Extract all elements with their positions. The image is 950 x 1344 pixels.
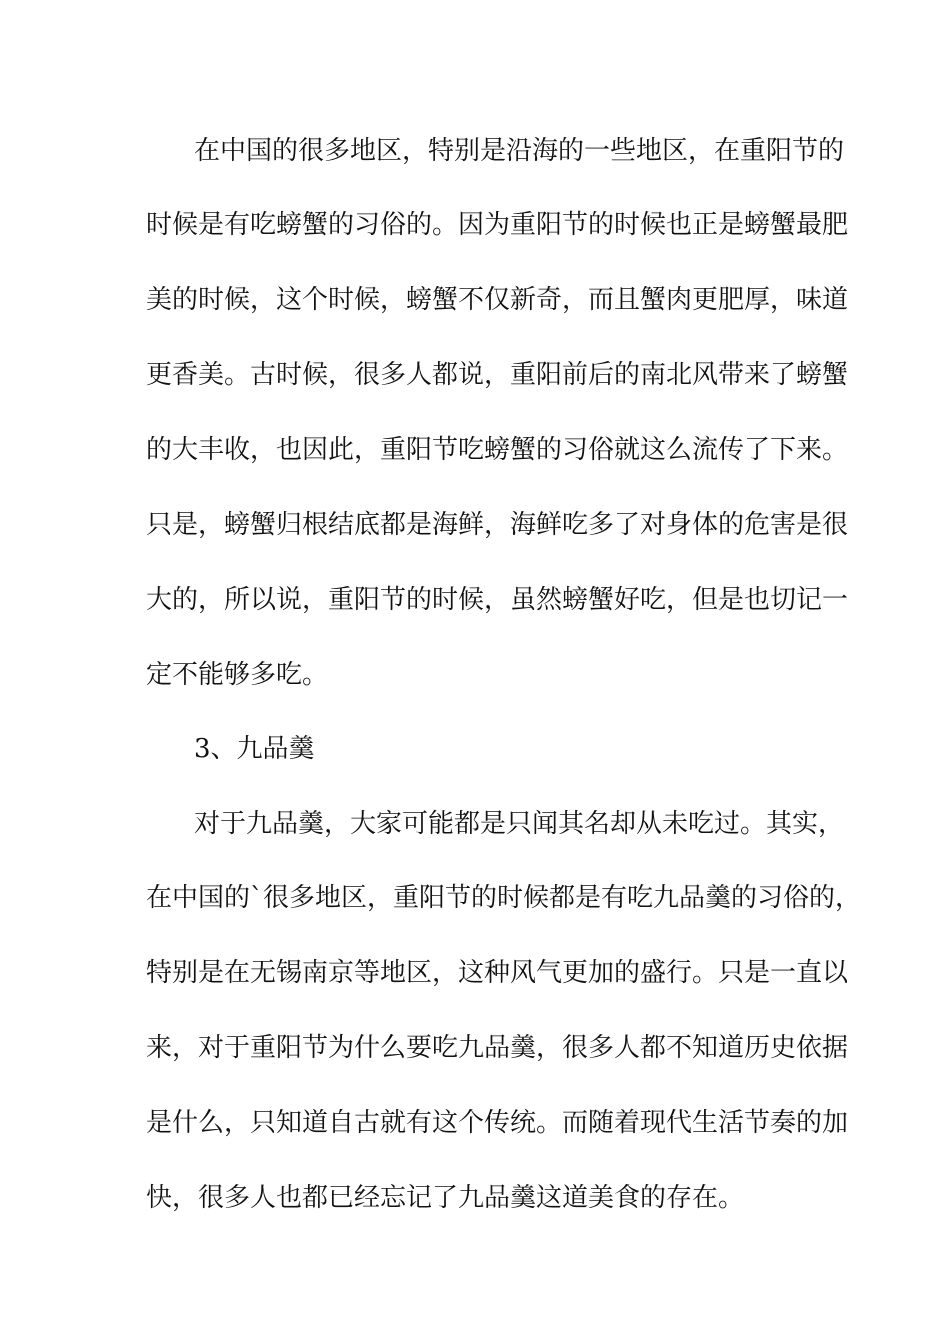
- paragraph-2-line-4: 来，对于重阳节为什么要吃九品羹，很多人都不知道历史依据: [146, 1033, 849, 1063]
- paragraph-2-line-3: 特别是在无锡南京等地区，这种风气更加的盛行。只是一直以: [146, 958, 849, 988]
- paragraph-1-line-7: 大的，所以说，重阳节的时候，虽然螃蟹好吃，但是也切记一: [146, 585, 849, 615]
- paragraph-1-line-8: 定不能够多吃。: [146, 660, 329, 690]
- paragraph-1-line-6: 只是，螃蟹归根结底都是海鲜，海鲜吃多了对身体的危害是很: [146, 510, 849, 540]
- paragraph-1-line-3: 美的时候，这个时候，螃蟹不仅新奇，而且蟹肉更肥厚，味道: [146, 285, 849, 315]
- paragraph-1-line-1: 在中国的很多地区，特别是沿海的一些地区，在重阳节的: [194, 136, 845, 166]
- section-heading: 3、九品羹: [194, 734, 315, 764]
- paragraph-1-line-4: 更香美。古时候，很多人都说，重阳前后的南北风带来了螃蟹: [146, 360, 849, 390]
- paragraph-2-line-6: 快，很多人也都已经忘记了九品羹这道美食的存在。: [146, 1183, 745, 1213]
- paragraph-2-line-2: 在中国的`很多地区，重阳节的时候都是有吃九品羹的习俗的，: [146, 883, 862, 913]
- paragraph-2-line-1: 对于九品羹，大家可能都是只闻其名却从未吃过。其实，: [194, 809, 845, 839]
- paragraph-2-line-5: 是什么，只知道自古就有这个传统。而随着现代生活节奏的加: [146, 1108, 849, 1138]
- paragraph-1-line-2: 时候是有吃螃蟹的习俗的。因为重阳节的时候也正是螃蟹最肥: [146, 210, 849, 240]
- paragraph-1-line-5: 的大丰收，也因此，重阳节吃螃蟹的习俗就这么流传了下来。: [146, 435, 849, 465]
